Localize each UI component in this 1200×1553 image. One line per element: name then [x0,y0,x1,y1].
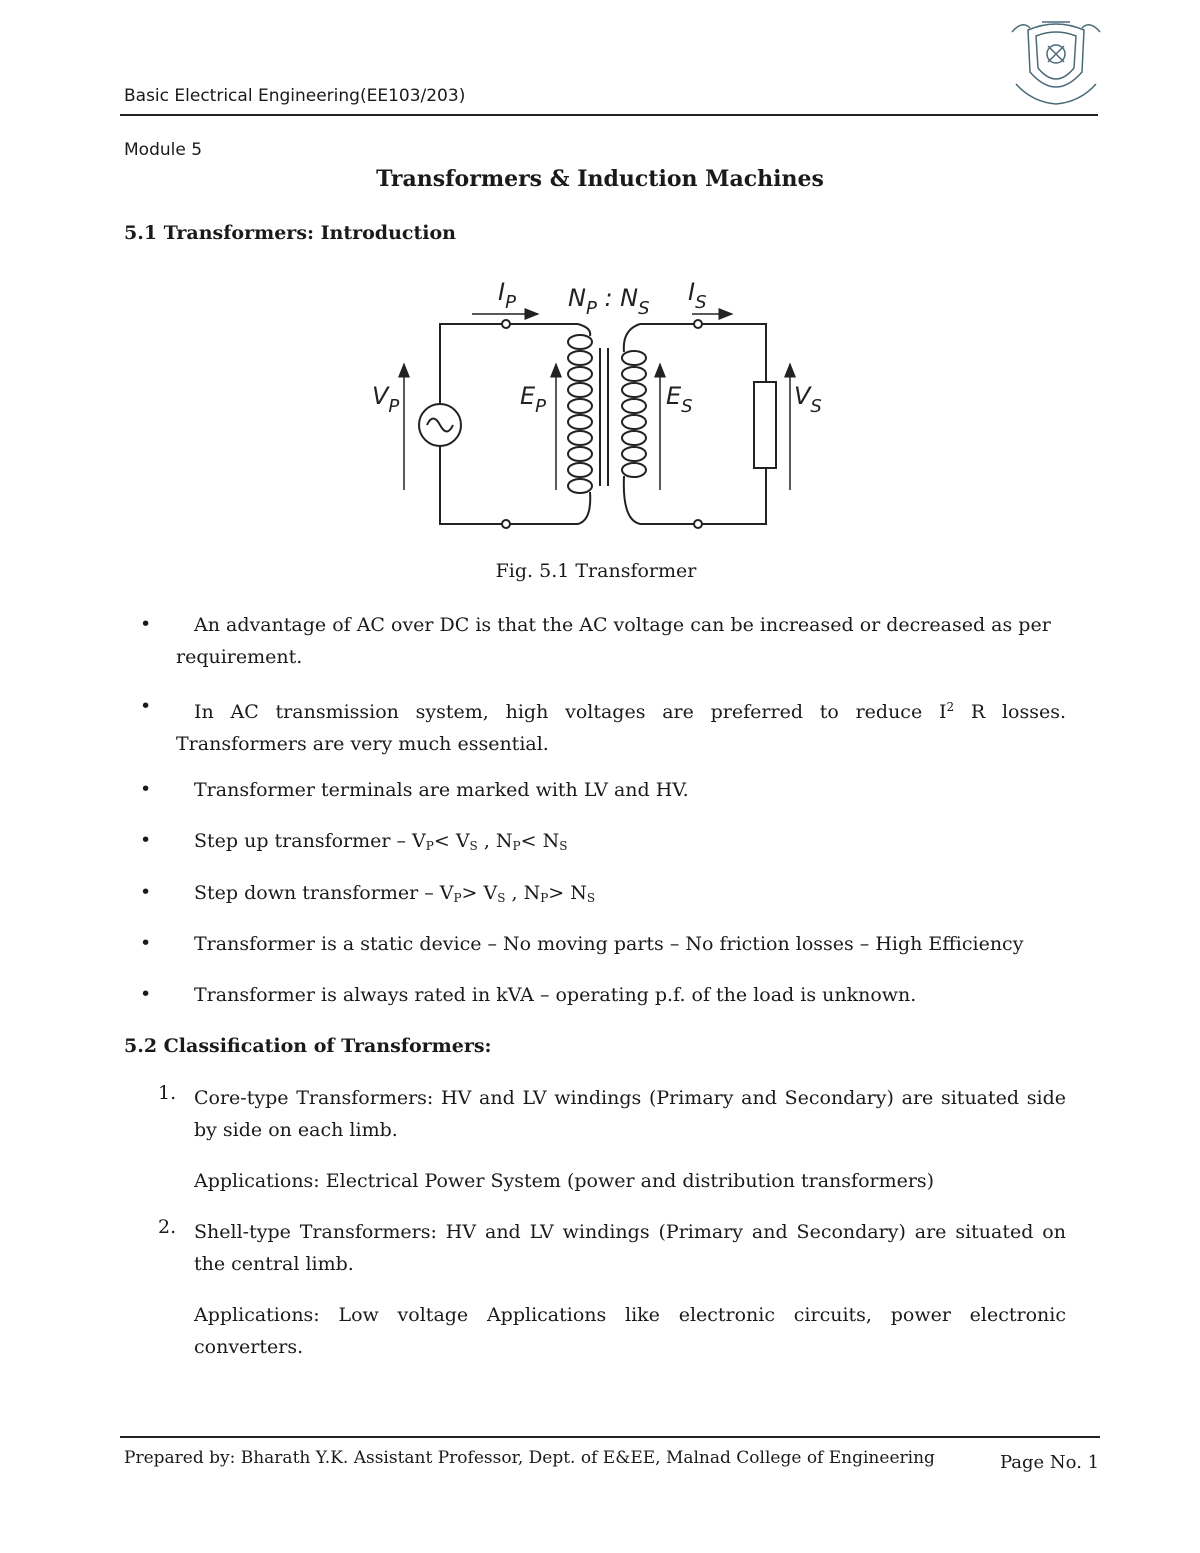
secondary-wire-top [640,324,766,382]
primary-winding-icon [568,324,592,524]
bullet-kva-rating: Transformer is always rated in kVA – operating p.f. of the load is unknown. [194,984,917,1006]
bullet-high-voltage: In AC transmission system, high voltages are preferred to reduce $I^2$ R losses. Transformers are very much essential. [176,700,1066,755]
bullet-marker: • [140,983,152,1005]
bullet-static-device: Transformer is a static device – No moving parts – No friction losses – High Efficiency [194,933,1024,955]
shell-type-description: Shell-type Transformers: HV and LV windings (Primary and Secondary) are situated on the central limb. [194,1221,1066,1275]
bullet-marker: • [140,829,152,851]
bullet-terminals: Transformer terminals are marked with LV and HV. [194,779,689,801]
label-is: $I_S$ [688,278,707,313]
footer-page-number: Page No. 1 [1000,1452,1100,1473]
primary-wire-top [440,324,578,404]
footer-prepared-by: Prepared by: Bharath Y.K. Assistant Professor, Dept. of E&EE, Malnad College of Engineering [124,1448,935,1468]
bullet-marker: • [140,881,152,903]
header-divider [120,114,1098,116]
bullet-step-down: Step down transformer – $V_P> V_S$ , $N_P> N_S$ [194,882,596,905]
secondary-winding-icon [622,324,646,524]
label-vs: $V_S$ [794,382,822,417]
label-ep: $E_P$ [520,382,547,417]
bullet-marker: • [140,932,152,954]
label-turns-ratio: $N_P$ : $N_S$ [568,284,650,319]
list-number: 2. [158,1216,177,1238]
footer-divider [120,1436,1100,1438]
college-crest-logo [1008,10,1104,110]
load-resistor-icon [754,382,776,468]
figure-caption: Fig. 5.1 Transformer [495,560,697,582]
page-title: Transformers & Induction Machines [376,166,824,192]
bullet-marker: • [140,695,152,717]
list-number: 1. [158,1082,177,1104]
section-heading-classification: 5.2 Classification of Transformers: [124,1035,492,1057]
secondary-wire-bottom [640,468,766,524]
label-vp: $V_P$ [372,382,400,417]
transformer-circuit-diagram [360,272,840,542]
core-type-applications: Applications: Electrical Power System (power and distribution transformers) [194,1170,935,1192]
label-es: $E_S$ [666,382,693,417]
primary-wire-bottom [440,446,578,524]
bullet-step-up: Step up transformer – $V_P< V_S$ , $N_P< N_S$ [194,830,568,853]
bullet-marker: • [140,778,152,800]
bullet-ac-advantage: An advantage of AC over DC is that the AC voltage can be increased or decreased as per requirement. [176,614,1051,668]
section-heading-introduction: 5.1 Transformers: Introduction [124,222,456,244]
header-course-title: Basic Electrical Engineering(EE103/203) [124,86,466,106]
core-type-description: Core-type Transformers: HV and LV windings (Primary and Secondary) are situated side by side on each limb. [194,1087,1066,1141]
module-label: Module 5 [124,140,203,160]
label-ip: $I_P$ [498,278,516,313]
bullet-marker: • [140,613,152,635]
shell-type-applications: Applications: Low voltage Applications like electronic circuits, power electronic converters. [194,1304,1066,1358]
